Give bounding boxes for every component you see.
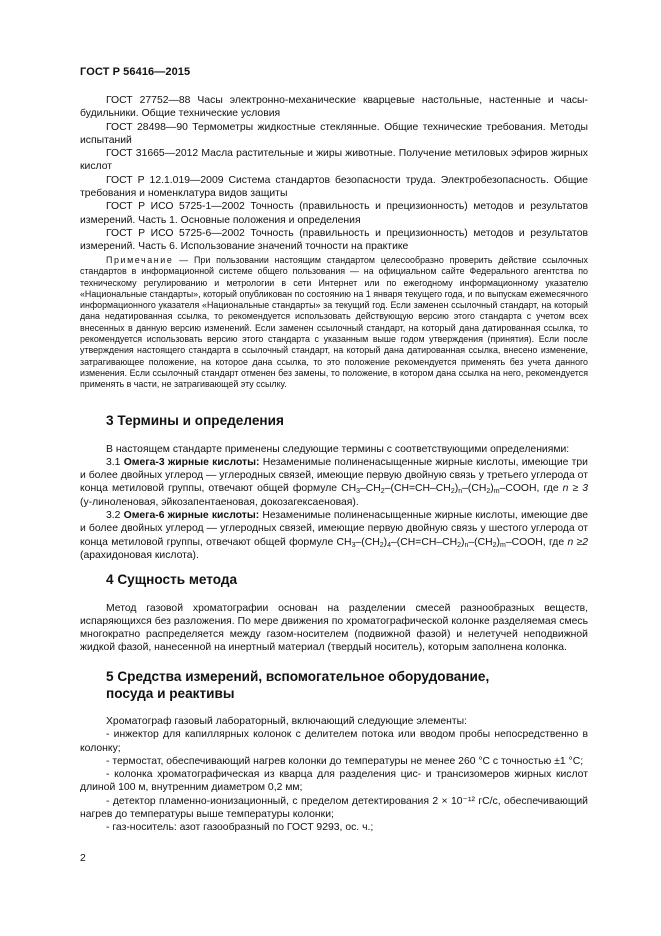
references-list (80, 94, 588, 254)
reference-item: ГОСТ Р 12.1.019—2009 Система стандартов безопасности труда. Электробезопасность. Общие требования и номенклатура видов защиты (80, 174, 588, 200)
note-text: — При пользовании настоящим стандартом целесообразно проверить действие ссылочных стандартов в информационной системе общего пользования — на официальном сайте Федерального агентства по техническому регулированию и метрологии в сети Интернет или по ежегодному информационному указателю «Национальные стандарты», который опубликован по состоянию на 1 января текущего года, и по выпускам ежемесячного информационного указателя «Национальные стандарты» за текущий год. Если заменен ссылочный стандарт, на который дана недатированная ссылка, то рекомендуется использовать действующую версию этого стандарта с учетом всех внесенных в данную версию изменений. Если заменен ссылочный стандарт, на который дана датированная ссылка, то рекомендуется использовать версию этого стандарта с указанным выше годом утверждения (принятия). Если после утверждения настоящего стандарта в ссылочный стандарт, на который дана датированная ссылка, внесено изменение, затрагивающее положение, на которое дана ссылка, то это положение рекомендуется применять без учета данного изменения. Если ссылочный стандарт отменен без замены, то положение, в котором дана ссылка на него, рекомендуется применять в части, не затрагивающей эту ссылку. (80, 255, 588, 390)
reference-item: ГОСТ 27752—88 Часы электронно-механические кварцевые настольные, настенные и часы-будильники. Общие технические условия (80, 95, 588, 120)
term-omega-6: 3.2 Омега-6 жирные кислоты: Незаменимые полиненасыщенные жирные кислоты, имеющие две и более двойных углерод — углеродных связей, имеющие первую двойную связь у шестого углерода от конца метиловой группы, отвечают общей формуле $CH_3-(CH_2)_4-(CH=CH-CH_2)_n-(CH_2)_m$–COOH, где n ≥2 (арахидоновая кислота). (80, 509, 588, 561)
section-3-title: 3 Термины и определения (106, 413, 284, 428)
reference-item: ГОСТ Р ИСО 5725-1—2002 Точность (правильность и прецизионность) методов и результатов измерений. Часть 1. Основные положения и определения (80, 201, 588, 226)
section-3 (80, 413, 588, 562)
reference-item: ГОСТ 28498—90 Термометры жидкостные стеклянные. Общие технические требования. Методы испытаний (80, 121, 588, 146)
equipment-item: - детектор пламенно-ионизационный, с пределом детектирования 2 × 10⁻¹² гС/с, обеспечивающий нагрев до температуры выше температуры колонки; (80, 795, 588, 821)
reference-item: ГОСТ Р ИСО 5725-6—2002 Точность (правильность и прецизионность) методов и результатов измерений. Часть 6. Использование значений точности на практике (80, 227, 588, 253)
section-4 (80, 572, 588, 655)
equipment-item: - инжектор для капиллярных колонок с делителем потока или вводом пробы непосредственно в колонку; (80, 729, 588, 754)
term-omega-3-name: Омега-3 жирные кислоты: (123, 456, 260, 468)
page-header: ГОСТ Р 56416—2015 (80, 66, 191, 78)
section-4-text: Метод газовой хроматографии основан на разделении смесей разнообразных веществ, испаряющихся без разложения. По мере движения по хроматографической колонке разделяемая смесь многократно распределяется между газом-носителем (подвижной фазой) и нелетучей неподвижной жидкой фазой, нанесенной на инертный материал (твердый носитель), которым заполнена колонка. (80, 602, 588, 654)
section-3-intro: В настоящем стандарте применены следующие термины с соответствующими определениями: (106, 443, 570, 455)
term-omega-6-name: Омега-6 жирные кислоты: (123, 509, 260, 521)
equipment-item: - термостат, обеспечивающий нагрев колонки до температуры не менее 260 °С с точностью ±1 °С; (106, 755, 584, 767)
section-4-title: 4 Сущность метода (106, 572, 238, 587)
section-5-title-line1: 5 Средства измерений, вспомогательное оборудование, (106, 669, 490, 684)
page-number: 2 (80, 853, 86, 864)
section-5-title-line2: посуда и реактивы (106, 685, 235, 701)
note-block (80, 255, 588, 391)
equipment-item: - колонка хроматографическая из кварца для разделения цис- и трансизомеров жирных кислот длиной 100 м, внутренним диаметром 0,2 мм; (80, 769, 588, 794)
equipment-item: - газ-носитель: азот газообразный по ГОСТ 9293, ос. ч.; (106, 822, 374, 834)
section-5-intro: Хроматограф газовый лабораторный, включающий следующие элементы: (106, 716, 468, 727)
note-label: Примечание (106, 255, 174, 265)
section-5 (80, 669, 588, 835)
reference-item: ГОСТ 31665—2012 Масла растительные и жиры животные. Получение метиловых эфиров жирных кислот (80, 148, 588, 173)
term-omega-3: 3.1 Омега-3 жирные кислоты: Незаменимые полиненасыщенные жирные кислоты, имеющие три и более двойных углерод — углеродных связей, имеющие первую двойную связь у третьего углерода от конца метиловой группы, отвечают общей формуле $CH_3-CH_2-(CH=CH-CH_2)_n-(CH_2)_m$–COOH, где n ≥ 3 (у-линоленовая, эйкозапентаеновая, докозагексаеновая). (80, 456, 588, 508)
